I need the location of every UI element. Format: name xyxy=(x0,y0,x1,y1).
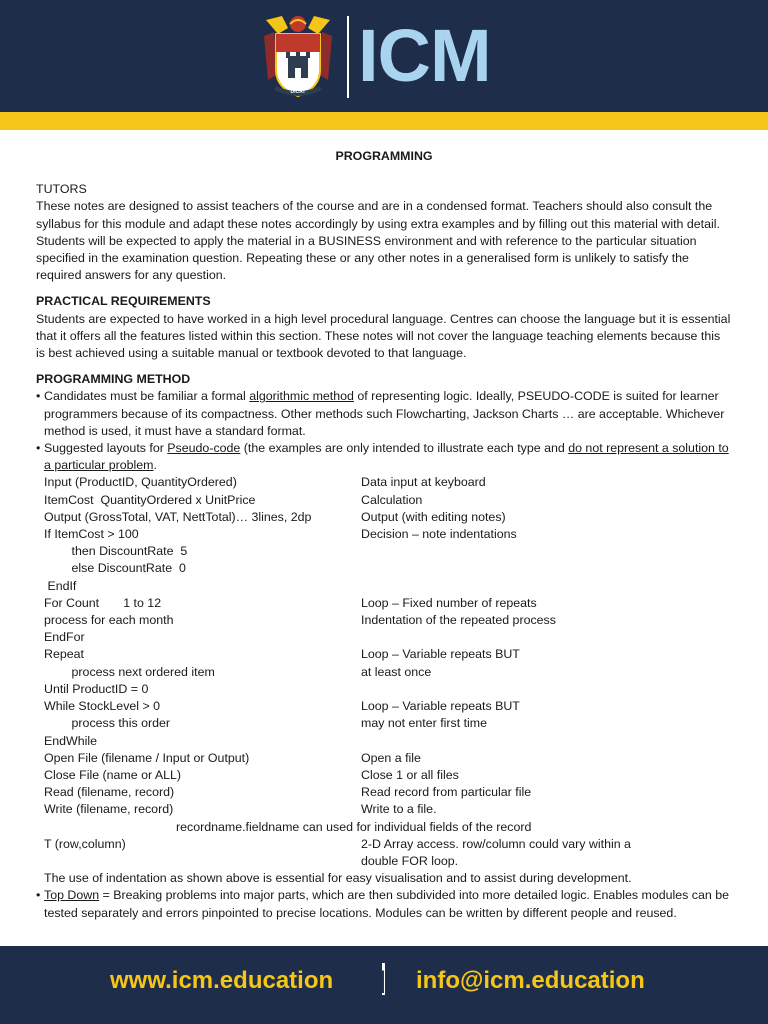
code-note: Loop – Variable repeats BUT xyxy=(361,699,520,714)
code-text: Write (filename, record) xyxy=(44,802,174,817)
code-note xyxy=(361,733,732,750)
practical-heading: PRACTICAL REQUIREMENTS xyxy=(36,294,211,309)
code-row xyxy=(36,698,732,715)
code-note: Open a file xyxy=(361,750,421,765)
record-note: recordname.fieldname can used for individual fields of the record xyxy=(176,819,532,834)
header-accent-stripe xyxy=(0,112,768,130)
pseudo-code-link: Pseudo-code xyxy=(167,441,241,456)
code-row xyxy=(36,560,732,577)
code-note xyxy=(361,560,732,577)
code-text: process this order xyxy=(44,716,171,731)
code-text: EndFor xyxy=(44,630,85,645)
code-note xyxy=(361,681,732,698)
code-note: at least once xyxy=(361,664,432,679)
code-text: then DiscountRate 5 xyxy=(44,544,188,559)
code-row xyxy=(36,750,732,767)
code-row xyxy=(36,801,732,818)
code-note: may not enter first time xyxy=(361,716,488,731)
page-title: PROGRAMMING xyxy=(335,149,433,163)
code-text: else DiscountRate 0 xyxy=(44,561,186,576)
code-note: Close 1 or all files xyxy=(361,767,459,782)
code-text: Until ProductID = 0 xyxy=(44,681,149,696)
tutors-label: TUTORS xyxy=(36,182,87,197)
code-text: process for each month xyxy=(44,613,174,628)
bullet-pseudo-code: • Suggested layouts for Pseudo-code (the examples are only intended to illustrate each type and do not represent a solution to a particular problem. xyxy=(36,441,729,473)
array-code: T (row,column) xyxy=(44,836,126,851)
code-note xyxy=(361,578,732,595)
algorithmic-method-link: algorithmic method xyxy=(249,389,354,404)
code-note: Output (with editing notes) xyxy=(361,509,506,524)
code-note: Loop – Variable repeats BUT xyxy=(361,647,520,662)
code-note: Read record from particular file xyxy=(361,785,532,800)
code-row xyxy=(36,509,732,526)
code-text: Repeat xyxy=(44,647,84,662)
code-row xyxy=(36,612,732,629)
code-text: EndWhile xyxy=(44,733,98,748)
bullet-formal-method: • Candidates must be familiar a formal algorithmic method of representing logic. Ideally, PSEUDO-CODE is suited for learner programmers because of its compactness. Other methods such Flowcharting, Jackson Charts … are acceptable. Whichever method is used, it must have a standard format. xyxy=(36,389,725,438)
code-row xyxy=(36,526,732,543)
code-row xyxy=(36,733,732,750)
code-text: For Count 1 to 12 xyxy=(44,595,162,610)
code-row xyxy=(36,664,732,681)
email-link[interactable]: info@icm.education xyxy=(416,967,645,994)
bullet-dot-icon: • xyxy=(36,389,41,404)
practical-paragraph: Students are expected to have worked in a high level procedural language. Centres can choose the language but it is essential that it offers all the features listed within this section. These notes will not cover the language teaching elements because this is best achieved using a suitable manual or textbook devoted to that language. xyxy=(36,311,731,361)
code-text: If ItemCost > 100 xyxy=(44,527,139,542)
bullet-dot-icon: • xyxy=(36,441,41,456)
code-row xyxy=(36,543,732,560)
tutors-paragraph: These notes are designed to assist teachers of the course and are in a condensed format. Teachers should also consult the syllabus for this module and adapt these notes accordingly by using extra examples and by filling out this material with detail. Students will be expected to apply the material in a BUSINESS environment and with reference to the particular situation specified in the examination question. Repeating these or any other notes in a generalised form is unlikely to satisfy the required answers for any question. xyxy=(36,199,720,283)
code-text: Output (GrossTotal, VAT, NettTotal)… 3lines, 2dp xyxy=(44,509,312,524)
code-row xyxy=(36,681,732,698)
logo-divider xyxy=(347,16,349,98)
code-note: Data input at keyboard xyxy=(361,475,486,490)
code-note: Calculation xyxy=(361,492,423,507)
code-row xyxy=(36,784,732,801)
crest-motto: DICAT xyxy=(290,89,306,95)
method-heading: PROGRAMMING METHOD xyxy=(36,372,191,387)
code-row xyxy=(36,474,732,491)
bullet-dot-icon: • xyxy=(36,888,41,903)
code-text: EndIf xyxy=(44,578,77,593)
footer-separator-glyph: | xyxy=(379,967,387,994)
code-row xyxy=(36,767,732,784)
website-link[interactable]: www.icm.education xyxy=(110,967,334,994)
array-row xyxy=(36,836,732,870)
code-text: Open File (filename / Input or Output) xyxy=(44,750,250,765)
code-text: Close File (name or ALL) xyxy=(44,767,182,782)
code-row xyxy=(36,595,732,612)
top-down-link: Top Down xyxy=(44,888,100,903)
bullet-top-down: • Top Down = Breaking problems into major parts, which are then subdivided into more detailed logic. Enables modules can be tested separately and errors pinpointed to precise locations. Modules can be written by different people and reused. xyxy=(36,888,729,920)
code-note: Decision – note indentations xyxy=(361,527,517,542)
code-note xyxy=(361,543,732,560)
code-note: Write to a file. xyxy=(361,802,437,817)
code-text: Input (ProductID, QuantityOrdered) xyxy=(44,475,237,490)
code-text: process next ordered item xyxy=(44,664,215,679)
not-solution-text: do not represent a solution to a particular problem xyxy=(44,441,729,473)
code-text: ItemCost QuantityOrdered x UnitPrice xyxy=(44,492,256,507)
array-note: 2-D Array access. row/column could vary within a double FOR loop. xyxy=(361,836,631,868)
code-note: Loop – Fixed number of repeats xyxy=(361,595,537,610)
code-note: Indentation of the repeated process xyxy=(361,613,556,628)
pseudo-code-table xyxy=(36,474,732,818)
code-row xyxy=(36,492,732,509)
code-row xyxy=(36,646,732,663)
indentation-note: The use of indentation as shown above is essential for easy visualisation and to assist during development. xyxy=(44,871,632,886)
code-row xyxy=(36,629,732,646)
code-row xyxy=(36,578,732,595)
code-text: While StockLevel > 0 xyxy=(44,699,161,714)
document-body xyxy=(36,148,732,922)
code-note xyxy=(361,629,732,646)
icm-logo-text: ICM xyxy=(358,14,491,97)
code-text: Read (filename, record) xyxy=(44,785,175,800)
code-row xyxy=(36,715,732,732)
